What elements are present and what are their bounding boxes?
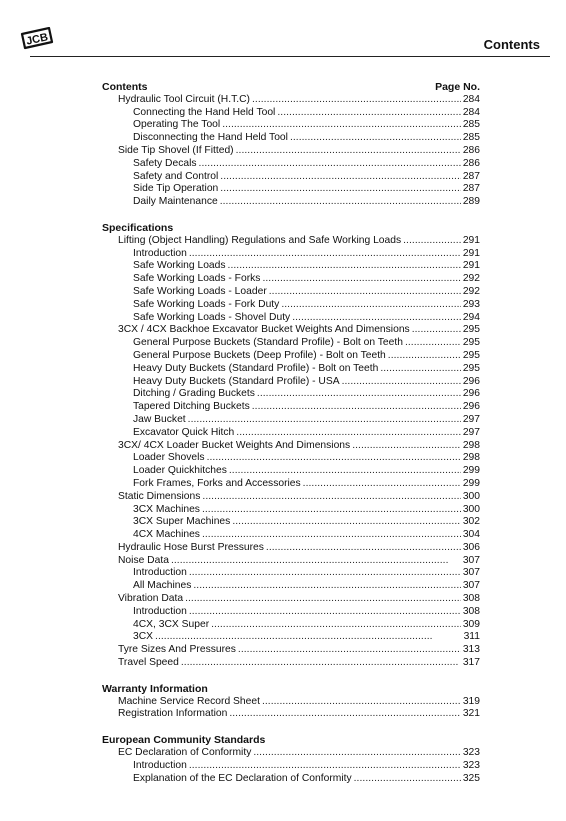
toc-entry-title: Heavy Duty Buckets (Standard Profile) - Bolt on Teeth (133, 362, 379, 374)
toc-entry[interactable] (102, 529, 480, 542)
toc-entry[interactable] (102, 107, 480, 120)
toc-entry[interactable] (102, 235, 480, 248)
toc-entry[interactable] (102, 158, 480, 171)
toc-entry-title: 3CX (133, 631, 154, 643)
dot-leader (292, 312, 461, 325)
toc-entry-page: 296 (462, 375, 480, 387)
toc-entry-title: Vibration Data (118, 593, 184, 605)
toc-entry-title: 3CX Super Machines (133, 516, 231, 528)
dot-leader (342, 376, 461, 389)
toc-entry[interactable] (102, 491, 480, 504)
dot-leader (229, 465, 461, 478)
toc-entry-page: 307 (462, 554, 480, 566)
toc-entry-page: 323 (462, 759, 480, 771)
toc-entry-title: Ditching / Grading Buckets (133, 388, 255, 400)
toc-entry[interactable] (102, 183, 480, 196)
toc-entry-title: Safe Working Loads (133, 260, 226, 272)
dot-leader (252, 401, 461, 414)
toc-entry[interactable] (102, 312, 480, 325)
dot-leader (199, 158, 461, 171)
toc-entry[interactable] (102, 414, 480, 427)
table-of-contents (102, 81, 480, 785)
toc-entry-title: Safety and Control (133, 170, 219, 182)
dot-leader (290, 132, 461, 145)
page-number-heading: Page No. (435, 81, 480, 93)
toc-entry[interactable] (102, 465, 480, 478)
toc-entry-title: Tapered Ditching Buckets (133, 401, 250, 413)
dot-leader (189, 248, 461, 261)
toc-entry[interactable] (102, 619, 480, 632)
toc-entry-title: Loader Quickhitches (133, 465, 227, 477)
dot-leader (229, 708, 460, 721)
dot-leader (220, 171, 461, 184)
dot-leader (252, 94, 461, 107)
toc-entry-title: General Purpose Buckets (Standard Profile) - Bolt on Teeth (133, 337, 403, 349)
dot-leader (281, 299, 460, 312)
toc-entry[interactable] (102, 760, 480, 773)
page-title: Contents (483, 37, 540, 52)
dot-leader (262, 696, 461, 709)
dot-leader (403, 235, 461, 248)
toc-entry-title: Fork Frames, Forks and Accessories (133, 477, 301, 489)
logo-text: JCB (25, 31, 50, 48)
toc-entry-page: 296 (462, 388, 480, 400)
toc-entry-title: Introduction (133, 759, 187, 771)
toc-entry-title: 3CX Machines (133, 503, 200, 515)
toc-entry-title: Lifting (Object Handling) Regulations and Safe Working Loads (118, 234, 402, 246)
toc-entry-page: 285 (462, 119, 480, 131)
toc-entry[interactable] (102, 567, 480, 580)
toc-entry[interactable] (102, 324, 480, 337)
toc-entry[interactable] (102, 542, 480, 555)
toc-entry-page: 299 (462, 477, 480, 489)
dot-leader (193, 580, 460, 593)
toc-entry-title: Safe Working Loads - Loader (133, 285, 267, 297)
dot-leader (238, 644, 461, 657)
toc-entry[interactable] (102, 119, 480, 132)
dot-leader (189, 760, 461, 773)
dot-leader (211, 619, 461, 632)
jcb-logo (19, 27, 55, 51)
toc-entry-title: Travel Speed (118, 657, 179, 669)
toc-entry[interactable] (102, 94, 480, 107)
toc-entry-title: Safe Working Loads - Fork Duty (133, 298, 280, 310)
dot-leader (189, 606, 461, 619)
toc-entry-page: 325 (462, 772, 480, 784)
toc-entry[interactable] (102, 452, 480, 465)
toc-entry-page: 295 (462, 362, 480, 374)
toc-entry-page: 300 (462, 503, 480, 515)
toc-entry[interactable] (102, 427, 480, 440)
dot-leader (303, 478, 461, 491)
toc-entry[interactable] (102, 631, 480, 644)
toc-entry-page: 289 (462, 196, 480, 208)
toc-entry-title: 3CX/ 4CX Loader Bucket Weights And Dimensions (118, 439, 351, 451)
section-spacer (102, 670, 480, 683)
section-title: Specifications (102, 221, 174, 234)
section-title: Warranty Information (102, 682, 208, 695)
toc-entry-page: 308 (462, 593, 480, 605)
toc-entry-page: 298 (462, 439, 480, 451)
dot-leader (380, 363, 460, 376)
toc-entry-title: Machine Service Record Sheet (118, 695, 260, 707)
toc-entry[interactable] (102, 260, 480, 273)
toc-entry-page: 297 (462, 426, 480, 438)
toc-entry[interactable] (102, 504, 480, 517)
toc-entry-page: 298 (462, 452, 480, 464)
dot-leader (222, 119, 461, 132)
toc-entry[interactable] (102, 286, 480, 299)
toc-entry-page: 317 (462, 657, 480, 669)
section-spacer (102, 721, 480, 734)
section-title: European Community Standards (102, 734, 266, 747)
toc-entry[interactable] (102, 644, 480, 657)
toc-entry-title: Heavy Duty Buckets (Standard Profile) - USA (133, 375, 340, 387)
toc-entry-page: 323 (462, 747, 480, 759)
dot-leader (181, 657, 461, 670)
toc-entry[interactable] (102, 440, 480, 453)
dot-leader (228, 260, 461, 273)
toc-entry-page: 295 (462, 349, 480, 361)
toc-entry[interactable] (102, 337, 480, 350)
toc-entry-title: Hydraulic Hose Burst Pressures (118, 541, 264, 553)
toc-entry-page: 286 (462, 144, 480, 156)
dot-leader (188, 414, 461, 427)
toc-entry-page: 291 (462, 234, 480, 246)
toc-entry-page: 306 (462, 541, 480, 553)
section-spacer (102, 209, 480, 222)
toc-entry[interactable] (102, 478, 480, 491)
toc-entry-title: EC Declaration of Conformity (118, 747, 252, 759)
toc-entry[interactable] (102, 196, 480, 209)
toc-entry[interactable] (102, 555, 480, 568)
toc-entry[interactable] (102, 363, 480, 376)
toc-header-row (102, 81, 480, 94)
toc-entry-title: Introduction (133, 567, 187, 579)
toc-entry-title: Jaw Bucket (133, 413, 186, 425)
dot-leader (257, 388, 461, 401)
dot-leader (207, 452, 461, 465)
toc-entry-page: 313 (462, 644, 480, 656)
dot-leader (220, 183, 461, 196)
toc-entry-title: 4CX Machines (133, 529, 200, 541)
toc-entry[interactable] (102, 248, 480, 261)
dot-leader (171, 555, 461, 568)
toc-entry-page: 286 (462, 157, 480, 169)
dot-leader (202, 529, 461, 542)
toc-entry-page: 284 (462, 93, 480, 105)
toc-entry[interactable] (102, 580, 480, 593)
toc-entry[interactable] (102, 401, 480, 414)
toc-entry-page: 292 (462, 285, 480, 297)
dot-leader (352, 440, 461, 453)
dot-leader (253, 747, 460, 760)
toc-entry-page: 321 (462, 708, 480, 720)
dot-leader (236, 427, 461, 440)
toc-entry-page: 294 (462, 311, 480, 323)
toc-entry-title: 3CX / 4CX Backhoe Excavator Bucket Weights And Dimensions (118, 324, 410, 336)
toc-entry-title: Safety Decals (133, 157, 197, 169)
toc-entry[interactable] (102, 388, 480, 401)
header-divider (30, 56, 550, 57)
toc-entry[interactable] (102, 747, 480, 760)
dot-leader (155, 631, 462, 644)
toc-heading: Contents (102, 81, 148, 93)
toc-entry-title: Noise Data (118, 554, 169, 566)
dot-leader (262, 273, 460, 286)
toc-entry-page: 291 (462, 260, 480, 272)
toc-entry-page: 295 (462, 324, 480, 336)
dot-leader (202, 491, 460, 504)
toc-entry-page: 287 (462, 170, 480, 182)
toc-entry-page: 293 (462, 298, 480, 310)
toc-entry-title: Side Tip Shovel (If Fitted) (118, 144, 234, 156)
dot-leader (405, 337, 461, 350)
toc-entry-title: Excavator Quick Hitch (133, 426, 235, 438)
toc-entry[interactable] (102, 708, 480, 721)
dot-leader (232, 516, 461, 529)
toc-entry-page: 292 (462, 273, 480, 285)
toc-entry-title: 4CX, 3CX Super (133, 618, 210, 630)
toc-entry[interactable] (102, 132, 480, 145)
toc-entry-title: Daily Maintenance (133, 196, 218, 208)
toc-entry-title: Explanation of the EC Declaration of Conformity (133, 772, 352, 784)
dot-leader (220, 196, 461, 209)
toc-entry[interactable] (102, 696, 480, 709)
dot-leader (412, 324, 461, 337)
toc-entry-page: 299 (462, 465, 480, 477)
toc-entry-title: Safe Working Loads - Shovel Duty (133, 311, 291, 323)
toc-entry[interactable] (102, 376, 480, 389)
toc-entry-page: 304 (462, 529, 480, 541)
toc-entry[interactable] (102, 593, 480, 606)
toc-entry-title: Tyre Sizes And Pressures (118, 644, 236, 656)
toc-entry-page: 284 (462, 106, 480, 118)
toc-entry-page: 297 (462, 413, 480, 425)
dot-leader (269, 286, 461, 299)
toc-entry-title: Introduction (133, 605, 187, 617)
toc-entry-page: 302 (462, 516, 480, 528)
toc-entry-page: 309 (462, 618, 480, 630)
toc-entry-page: 291 (462, 247, 480, 259)
dot-leader (354, 773, 461, 786)
toc-entry-title: General Purpose Buckets (Deep Profile) - Bolt on Teeth (133, 349, 386, 361)
toc-entry[interactable] (102, 145, 480, 158)
dot-leader (266, 542, 461, 555)
toc-entry[interactable] (102, 606, 480, 619)
toc-entry[interactable] (102, 299, 480, 312)
toc-entry-page: 307 (462, 567, 480, 579)
toc-entry-page: 300 (462, 490, 480, 502)
toc-entry-title: Disconnecting the Hand Held Tool (133, 132, 288, 144)
toc-entry-page: 287 (462, 183, 480, 195)
toc-entry-title: Hydraulic Tool Circuit (H.T.C) (118, 93, 250, 105)
toc-entry-page: 295 (462, 337, 480, 349)
toc-entry-page: 319 (462, 695, 480, 707)
toc-entry[interactable] (102, 773, 480, 786)
toc-entry[interactable] (102, 273, 480, 286)
toc-entry-title: Introduction (133, 247, 187, 259)
toc-entry-title: Side Tip Operation (133, 183, 219, 195)
dot-leader (277, 107, 460, 120)
toc-entry[interactable] (102, 516, 480, 529)
dot-leader (388, 350, 461, 363)
toc-entry-title: Safe Working Loads - Forks (133, 273, 261, 285)
toc-entry-title: Loader Shovels (133, 452, 205, 464)
dot-leader (189, 567, 461, 580)
toc-entry[interactable] (102, 350, 480, 363)
toc-entry-title: Registration Information (118, 708, 228, 720)
toc-entry-title: All Machines (133, 580, 192, 592)
toc-entry[interactable] (102, 657, 480, 670)
dot-leader (185, 593, 461, 606)
toc-entry-title: Operating The Tool (133, 119, 221, 131)
toc-entry-page: 308 (462, 605, 480, 617)
toc-entry-page: 285 (462, 132, 480, 144)
dot-leader (236, 145, 461, 158)
toc-entry-page: 296 (462, 401, 480, 413)
toc-entry-page: 307 (462, 580, 480, 592)
toc-entry[interactable] (102, 171, 480, 184)
toc-entry-page: 311 (463, 631, 480, 643)
toc-entry-title: Connecting the Hand Held Tool (133, 106, 276, 118)
dot-leader (202, 504, 461, 517)
toc-entry-title: Static Dimensions (118, 490, 201, 502)
